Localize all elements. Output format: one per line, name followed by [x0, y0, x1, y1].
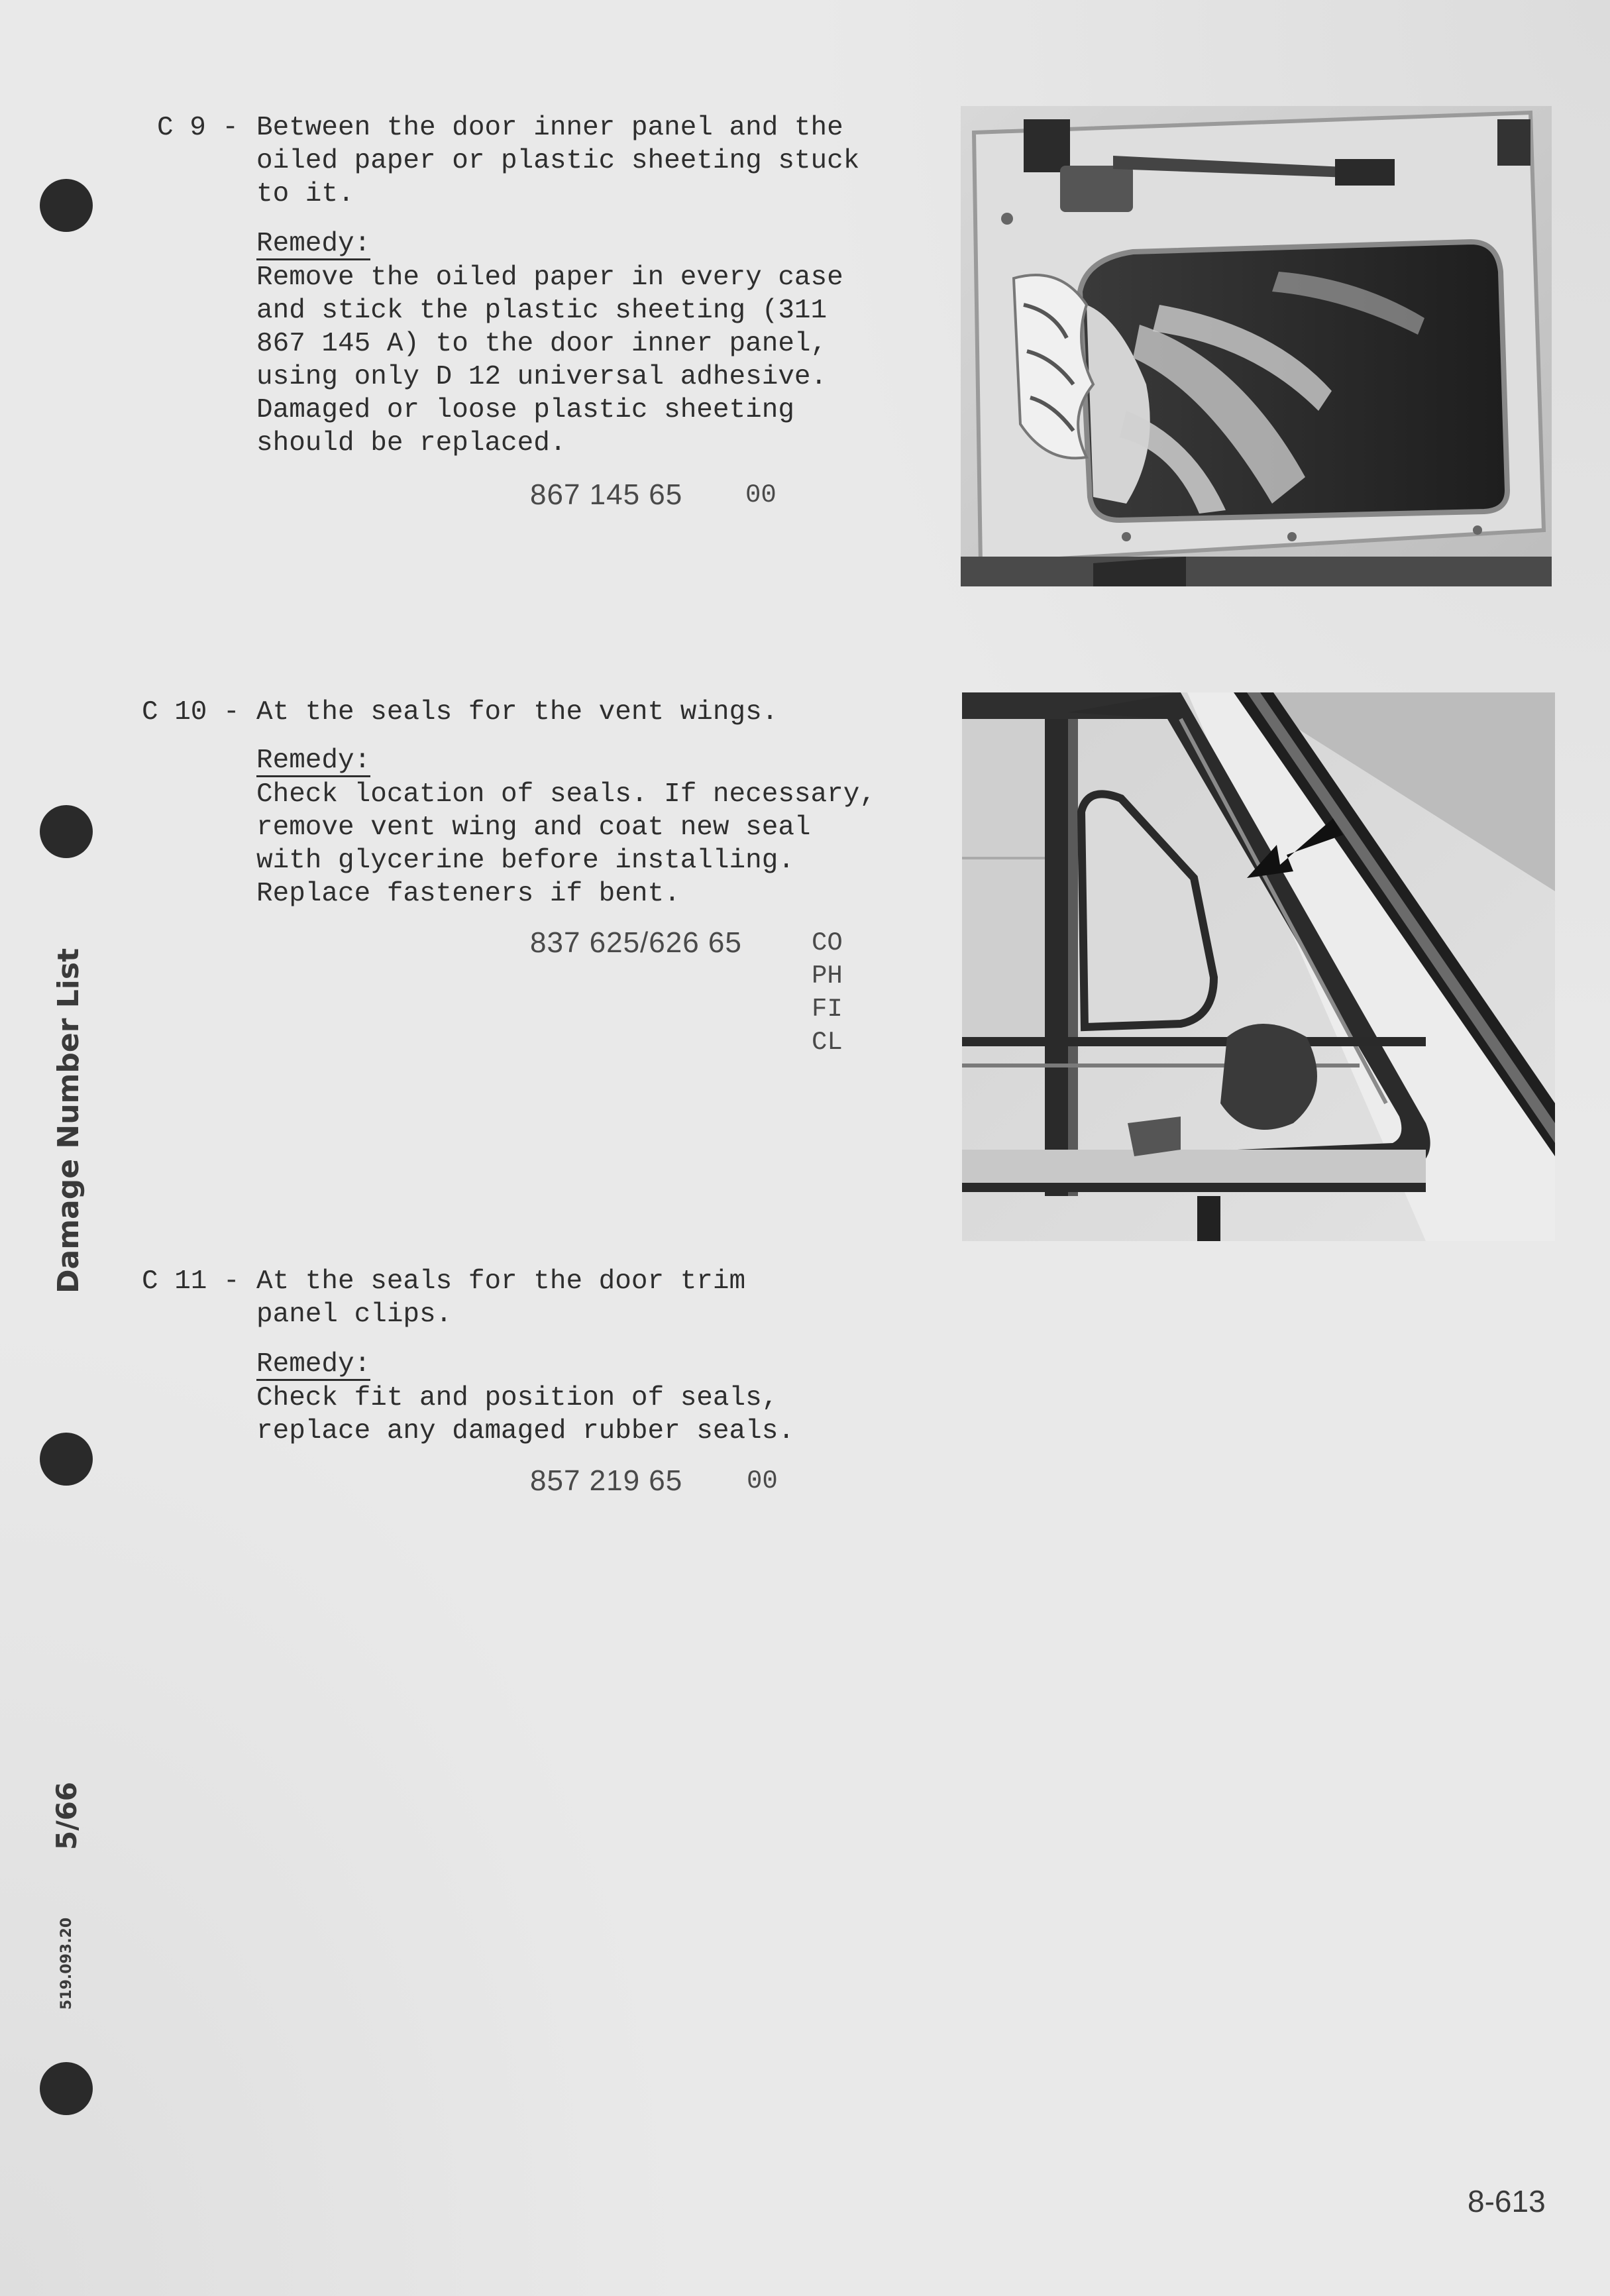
- sidebar-doc-code: 519.093.20: [58, 1917, 75, 2010]
- remedy-text: Remove the oiled paper in every case and stick the plastic sheeting (311 867 145 A) to the door inner panel, using only D 12 universal adhesive. Damaged or loose plastic sheeting should be replaced.: [256, 262, 843, 459]
- vent-wing-seal-photo: [962, 692, 1555, 1241]
- country-codes: 00: [745, 480, 777, 510]
- remedy-label: Remedy:: [256, 229, 371, 259]
- entry-code: C 11 -: [142, 1266, 240, 1297]
- sidebar-title: Damage Number List: [52, 948, 85, 1293]
- entry-description: At the seals for the vent wings.: [256, 697, 778, 728]
- punch-hole-2: [40, 805, 93, 858]
- entry-code: C 9 -: [157, 113, 239, 143]
- remedy-label: Remedy:: [256, 1349, 371, 1380]
- country-codes: 00: [747, 1466, 778, 1496]
- remedy-label: Remedy:: [256, 745, 371, 776]
- punch-hole-1: [40, 179, 93, 232]
- part-number: 867 145 65: [530, 478, 683, 511]
- part-number: 857 219 65: [530, 1464, 683, 1497]
- entry-description: Between the door inner panel and the oiled paper or plastic sheeting stuck to it.: [256, 113, 860, 209]
- door-inner-panel-photo: [961, 106, 1552, 586]
- punch-hole-4: [40, 2062, 93, 2115]
- page-number: 8-613: [1468, 2184, 1546, 2218]
- sidebar-date: 5/66: [50, 1781, 83, 1850]
- entry-description: At the seals for the door trim panel clips.: [256, 1266, 746, 1330]
- country-codes: CO PH FI CL: [812, 928, 843, 1057]
- part-number: 837 625/626 65: [530, 926, 742, 959]
- remedy-text: Check location of seals. If necessary, remove vent wing and coat new seal with glycerine before installing. Replace fasteners if bent.: [256, 779, 876, 909]
- entry-code: C 10 -: [142, 697, 240, 728]
- punch-hole-3: [40, 1433, 93, 1486]
- remedy-text: Check fit and position of seals, replace any damaged rubber seals.: [256, 1383, 794, 1447]
